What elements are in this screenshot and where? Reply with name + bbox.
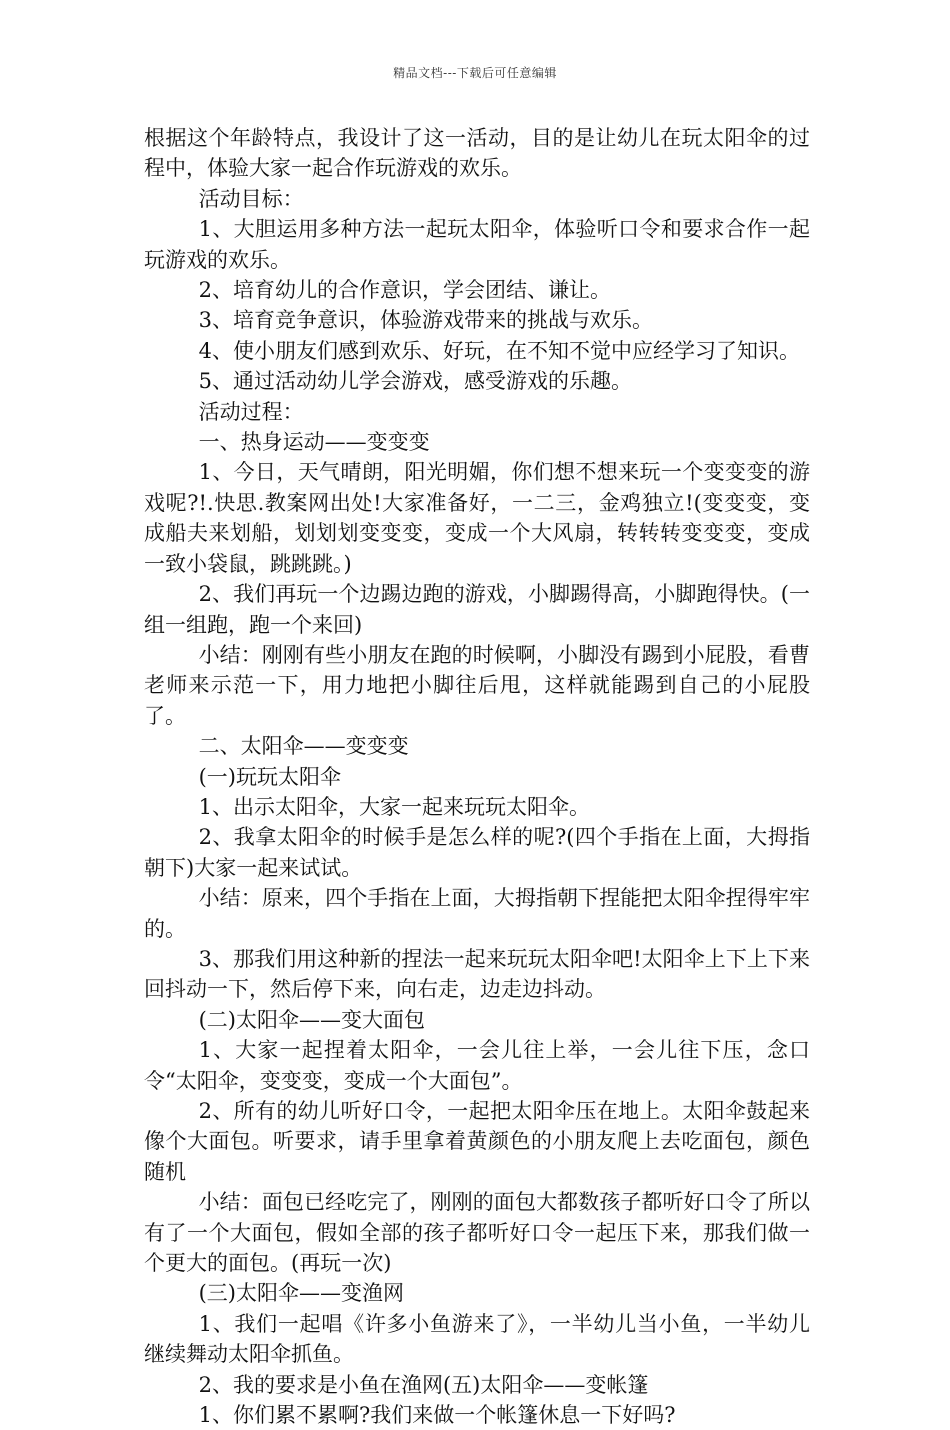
- paragraph: 小结：原来，四个手指在上面，大拇指朝下捏能把太阳伞捏得牢牢的。: [144, 886, 810, 941]
- paragraph: 小结：刚刚有些小朋友在跑的时候啊，小脚没有踢到小屁股，看曹老师来示范一下，用力地把小脚往后甩，这样就能踢到自己的小屁股了。: [144, 642, 810, 728]
- paragraph: 小结：面包已经吃完了，刚刚的面包大都数孩子都听好口令了所以有了一个大面包，假如全部的孩子都听好口令一起压下来，那我们做一个更大的面包。(再玩一次): [144, 1190, 810, 1276]
- section-heading: 活动过程：: [198, 399, 304, 424]
- paragraph: 2、我拿太阳伞的时候手是怎么样的呢?(四个手指在上面，大拇指朝下)大家一起来试试。: [144, 825, 810, 880]
- subsection-heading: (二)太阳伞——变大面包: [198, 1007, 425, 1032]
- paragraph: 1、你们累不累啊?我们来做一个帐篷休息一下好吗?: [198, 1403, 676, 1428]
- paragraph: 3、那我们用这种新的捏法一起来玩玩太阳伞吧!太阳伞上下上下来回抖动一下，然后停下来，向右走，边走边抖动。: [144, 946, 810, 1002]
- subsection-heading: (三)太阳伞——变渔网: [198, 1281, 404, 1306]
- section-heading: 活动目标：: [198, 186, 304, 211]
- paragraph: 1、大家一起捏着太阳伞，一会儿往上举，一会儿往下压，念口令“太阳伞，变变变，变成一个大面包”。: [144, 1038, 810, 1093]
- paragraph: 1、今日，天气晴朗，阳光明媚，你们想不想来玩一个变变变的游戏呢?!.快思.教案网出处!大家准备好，一二三，金鸡独立!(变变变，变成船夫来划船，划划划变变变，变成一个大风扇，转转转变变变，变成一致小袋鼠，跳跳跳。): [144, 460, 810, 576]
- paragraph: 4、使小朋友们感到欢乐、好玩，在不知不觉中应经学习了知识。: [198, 338, 800, 363]
- paragraph: 2、培育幼儿的合作意识，学会团结、谦让。: [198, 278, 611, 303]
- section-heading: 二、太阳伞——变变变: [198, 734, 409, 759]
- subsection-heading: (一)玩玩太阳伞: [198, 764, 341, 789]
- paragraph: 2、所有的幼儿听好口令，一起把太阳伞压在地上。太阳伞鼓起来像个大面包。听要求，请手里拿着黄颜色的小朋友爬上去吃面包，颜色随机: [144, 1099, 810, 1184]
- section-heading: 一、热身运动——变变变: [198, 430, 430, 455]
- paragraph: 1、大胆运用多种方法一起玩太阳伞，体验听口令和要求合作一起玩游戏的欢乐。: [144, 217, 810, 272]
- paragraph: 1、我们一起唱《许多小鱼游来了》，一半幼儿当小鱼，一半幼儿继续舞动太阳伞抓鱼。: [144, 1311, 810, 1367]
- paragraph: 根据这个年龄特点，我设计了这一活动，目的是让幼儿在玩太阳伞的过程中，体验大家一起合作玩游戏的欢乐。: [144, 126, 810, 181]
- paragraph: 2、我的要求是小鱼在渔网(五)太阳伞——变帐篷: [198, 1372, 649, 1397]
- page-header: 精品文档---下载后可任意编辑: [393, 66, 557, 80]
- paragraph: 5、通过活动幼儿学会游戏，感受游戏的乐趣。: [198, 369, 632, 394]
- paragraph: 2、我们再玩一个边踢边跑的游戏，小脚踢得高，小脚跑得快。(一组一组跑，跑一个来回): [144, 582, 810, 637]
- paragraph: 1、出示太阳伞，大家一起来玩玩太阳伞。: [198, 794, 590, 819]
- document-body: [144, 123, 810, 1430]
- paragraph: 3、培育竞争意识，体验游戏带来的挑战与欢乐。: [198, 308, 653, 333]
